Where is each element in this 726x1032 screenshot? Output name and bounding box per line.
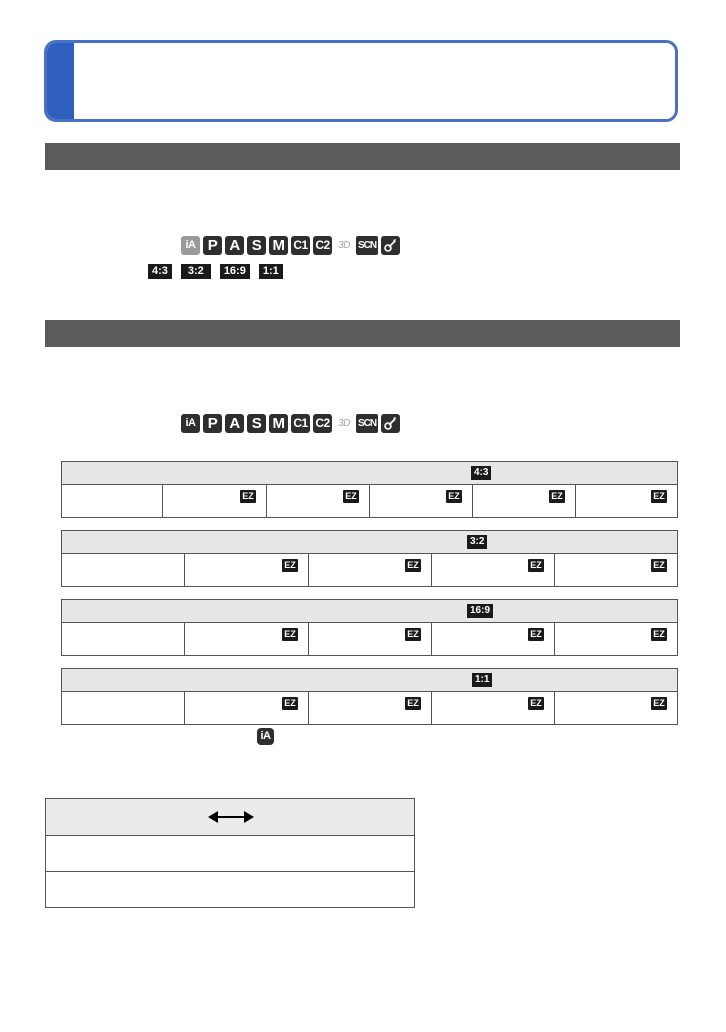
- table-cell-label: [62, 623, 184, 655]
- zoom-table: [45, 798, 415, 908]
- size-table-header: [62, 600, 677, 623]
- table-cell: [554, 554, 677, 586]
- scene-mode-icon: SCN: [356, 414, 378, 433]
- extended-zoom-icon: EZ: [528, 628, 544, 641]
- table-row: [46, 836, 414, 872]
- table-cell: [472, 485, 575, 517]
- title-accent-bar: [47, 43, 74, 119]
- section-bar-picture-size: [45, 320, 680, 347]
- zoom-table-header: [46, 799, 414, 836]
- page-title-box: [44, 40, 678, 122]
- ratio-3-2-icon: 3:2: [467, 535, 487, 549]
- aperture-mode-icon: A: [225, 414, 244, 433]
- table-row: [62, 554, 677, 586]
- table-cell: [308, 623, 431, 655]
- extended-zoom-icon: EZ: [405, 628, 421, 641]
- size-table-16-9: [61, 599, 678, 656]
- creative-control-icon: [381, 414, 400, 433]
- size-table-header: [62, 462, 677, 485]
- ratio-3-2-icon: 3:2: [181, 264, 211, 279]
- creative-control-icon: [381, 236, 400, 255]
- extended-zoom-icon: EZ: [405, 559, 421, 572]
- table-cell: [308, 554, 431, 586]
- table-row: [62, 623, 677, 655]
- table-cell: [184, 692, 308, 724]
- table-cell-label: [62, 554, 184, 586]
- size-table-header: [62, 669, 677, 692]
- 3d-mode-icon: 3D: [338, 239, 350, 251]
- manual-mode-icon: M: [269, 414, 288, 433]
- extended-zoom-icon: EZ: [446, 490, 462, 503]
- table-cell: [575, 485, 677, 517]
- table-cell: [431, 554, 554, 586]
- extended-zoom-icon: EZ: [651, 697, 667, 710]
- custom1-mode-icon: C1: [291, 236, 310, 255]
- extended-zoom-icon: EZ: [343, 490, 359, 503]
- ratio-4-3-icon: 4:3: [471, 466, 491, 480]
- table-cell-label: [62, 692, 184, 724]
- section-bar-aspect-ratio: [45, 143, 680, 170]
- extended-zoom-icon: EZ: [405, 697, 421, 710]
- mode-icons-row-2: [181, 413, 400, 433]
- custom2-mode-icon: C2: [313, 414, 332, 433]
- size-table-1-1: [61, 668, 678, 725]
- 3d-mode-icon: 3D: [338, 417, 350, 429]
- program-mode-icon: P: [203, 414, 222, 433]
- intelligent-auto-icon: iA: [181, 236, 200, 255]
- ratio-1-1-icon: 1:1: [472, 673, 492, 687]
- table-cell: [308, 692, 431, 724]
- extended-zoom-icon: EZ: [282, 697, 298, 710]
- size-table-4-3: [61, 461, 678, 518]
- table-row: [62, 485, 677, 517]
- aperture-mode-icon: A: [225, 236, 244, 255]
- extended-zoom-icon: EZ: [651, 490, 667, 503]
- table-cell: [266, 485, 369, 517]
- custom2-mode-icon: C2: [313, 236, 332, 255]
- ratio-4-3-icon: 4:3: [148, 264, 172, 279]
- extended-zoom-icon: EZ: [240, 490, 256, 503]
- custom1-mode-icon: C1: [291, 414, 310, 433]
- manual-mode-icon: M: [269, 236, 288, 255]
- mode-icons-row-1: [181, 235, 400, 255]
- extended-zoom-icon: EZ: [282, 559, 298, 572]
- double-arrow-icon: [208, 811, 254, 823]
- table-cell: [184, 554, 308, 586]
- extended-zoom-icon: EZ: [282, 628, 298, 641]
- table-cell: [431, 623, 554, 655]
- shutter-mode-icon: S: [247, 414, 266, 433]
- ratio-1-1-icon: 1:1: [259, 264, 283, 279]
- table-cell-label: [62, 485, 162, 517]
- table-row: [62, 692, 677, 724]
- extended-zoom-icon: EZ: [528, 697, 544, 710]
- extended-zoom-icon: EZ: [651, 559, 667, 572]
- extended-zoom-icon: EZ: [651, 628, 667, 641]
- table-cell: [369, 485, 472, 517]
- size-table-3-2: [61, 530, 678, 587]
- extended-zoom-icon: EZ: [549, 490, 565, 503]
- table-row: [46, 872, 414, 907]
- program-mode-icon: P: [203, 236, 222, 255]
- table-cell: [162, 485, 266, 517]
- extended-zoom-icon: EZ: [528, 559, 544, 572]
- intelligent-auto-icon: iA: [181, 414, 200, 433]
- shutter-mode-icon: S: [247, 236, 266, 255]
- aspect-ratio-options: [148, 263, 283, 279]
- ia-note: [257, 726, 274, 746]
- size-table-header: [62, 531, 677, 554]
- scene-mode-icon: SCN: [356, 236, 378, 255]
- table-cell: [184, 623, 308, 655]
- table-cell: [431, 692, 554, 724]
- ratio-16-9-icon: 16:9: [467, 604, 493, 618]
- table-cell: [554, 623, 677, 655]
- table-cell: [554, 692, 677, 724]
- intelligent-auto-icon: iA: [257, 728, 274, 745]
- ratio-16-9-icon: 16:9: [220, 264, 250, 279]
